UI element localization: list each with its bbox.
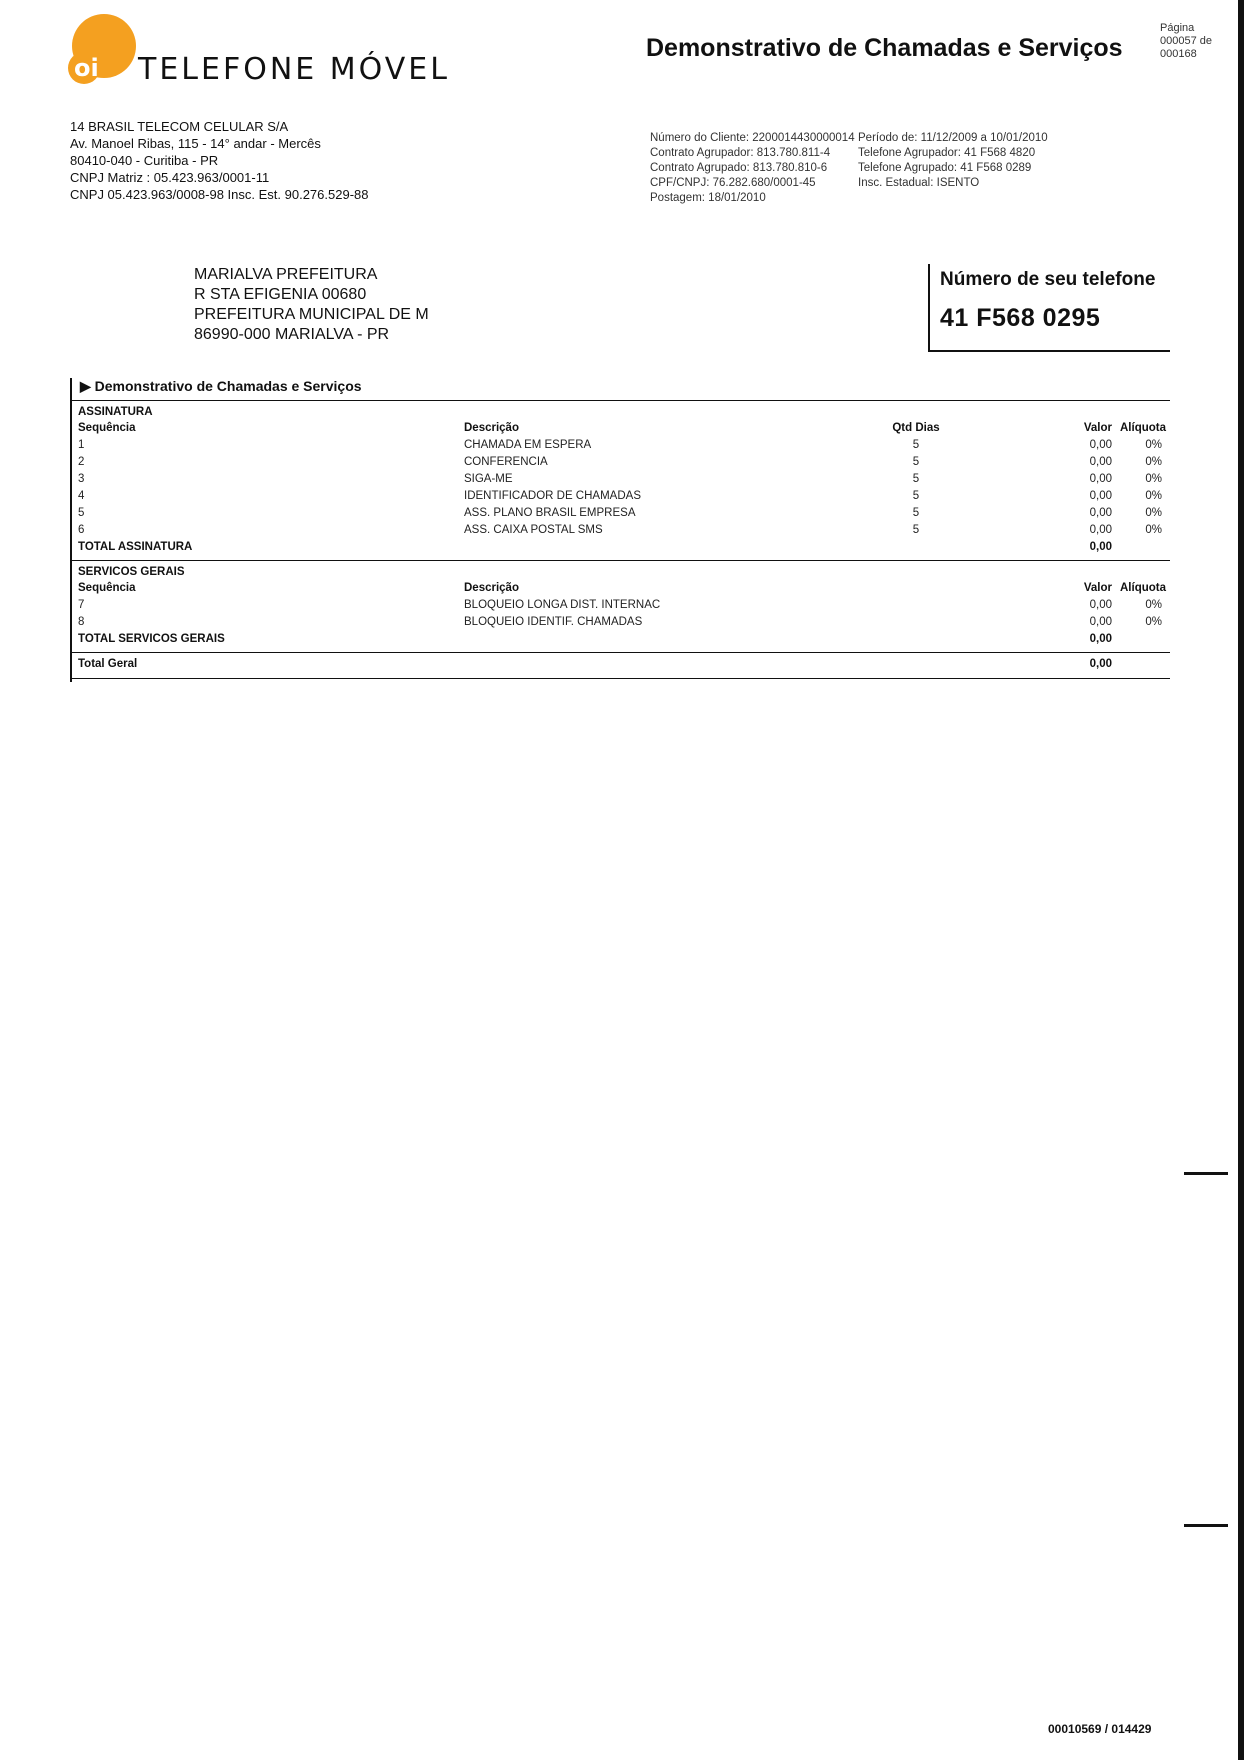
section-title-row	[78, 566, 1166, 582]
row-seq: 2	[78, 456, 85, 468]
row-seq: 5	[78, 507, 85, 519]
page-info	[1160, 22, 1240, 61]
phone-number: 41 F568 0295	[940, 304, 1101, 332]
table-row	[78, 439, 1166, 455]
row-desc: CONFERENCIA	[464, 456, 548, 468]
company-line: CNPJ 05.423.963/0008-98 Insc. Est. 90.276.529-88	[70, 187, 369, 202]
oi-logo	[60, 10, 140, 90]
row-aliquota: 0%	[1145, 507, 1162, 519]
recipient-line: PREFEITURA MUNICIPAL DE M	[194, 306, 429, 323]
row-desc: BLOQUEIO LONGA DIST. INTERNAC	[464, 599, 661, 611]
page-number: 000057 de	[1160, 35, 1212, 47]
billing-period: Período de: 11/12/2009 a 10/01/2010	[858, 132, 1048, 144]
page-total: 000168	[1160, 48, 1197, 60]
total-servicos-label: TOTAL SERVICOS GERAIS	[78, 633, 225, 645]
print-mark	[1184, 1172, 1228, 1175]
col-descricao: Descrição	[464, 582, 519, 594]
phone-grouper: Telefone Agrupador: 41 F568 4820	[858, 147, 1036, 159]
client-number: Número do Cliente: 2200014430000014	[650, 132, 855, 144]
section-title-row	[78, 406, 1166, 422]
statement-section	[70, 378, 1170, 682]
table-row	[78, 599, 1166, 615]
page-label: Página	[1160, 22, 1195, 34]
row-valor: 0,00	[1089, 439, 1112, 451]
row-qtd: 5	[912, 456, 920, 468]
total-assinatura-value: 0,00	[1089, 541, 1112, 553]
contract-grouped: Contrato Agrupado: 813.780.810-6	[650, 162, 828, 174]
recipient-address	[194, 265, 429, 345]
row-seq: 1	[78, 439, 85, 451]
col-sequencia: Sequência	[78, 582, 136, 594]
footer-code: 00010569 / 014429	[1048, 1722, 1152, 1736]
col-valor: Valor	[1083, 422, 1112, 434]
divider	[72, 652, 1170, 653]
oi-logo-icon	[60, 10, 140, 90]
row-seq: 6	[78, 524, 85, 536]
row-valor: 0,00	[1089, 599, 1112, 611]
table-header-row	[78, 582, 1166, 598]
divider	[72, 400, 1170, 401]
row-valor: 0,00	[1089, 524, 1112, 536]
cpf-cnpj: CPF/CNPJ: 76.282.680/0001-45	[650, 177, 816, 189]
table-header-row	[78, 422, 1166, 438]
row-desc: BLOQUEIO IDENTIF. CHAMADAS	[464, 616, 643, 628]
row-qtd: 5	[912, 507, 920, 519]
total-assinatura-label: TOTAL ASSINATURA	[78, 541, 193, 553]
posting-date: Postagem: 18/01/2010	[650, 192, 766, 204]
row-qtd: 5	[912, 439, 920, 451]
row-aliquota: 0%	[1145, 599, 1162, 611]
company-address	[70, 118, 368, 203]
col-sequencia: Sequência	[78, 422, 136, 434]
row-aliquota: 0%	[1145, 473, 1162, 485]
row-desc: IDENTIFICADOR DE CHAMADAS	[464, 490, 641, 502]
recipient-line: R STA EFIGENIA 00680	[194, 286, 367, 303]
row-desc: ASS. CAIXA POSTAL SMS	[464, 524, 603, 536]
scan-edge	[1238, 0, 1244, 1760]
row-valor: 0,00	[1089, 490, 1112, 502]
divider	[72, 678, 1170, 679]
grand-total-value: 0,00	[1089, 658, 1112, 670]
table-row	[78, 490, 1166, 506]
row-seq: 4	[78, 490, 85, 502]
row-aliquota: 0%	[1145, 456, 1162, 468]
row-qtd: 5	[912, 524, 920, 536]
row-aliquota: 0%	[1145, 616, 1162, 628]
client-info-left	[650, 131, 855, 206]
row-qtd: 5	[912, 490, 920, 502]
row-valor: 0,00	[1089, 616, 1112, 628]
company-line: Av. Manoel Ribas, 115 - 14° andar - Mercês	[70, 136, 321, 151]
contract-grouper: Contrato Agrupador: 813.780.811-4	[650, 147, 831, 159]
row-seq: 7	[78, 599, 85, 611]
table-row	[78, 456, 1166, 472]
servicos-title: SERVICOS GERAIS	[78, 566, 185, 578]
phone-number-box	[928, 264, 1170, 352]
assinatura-title: ASSINATURA	[78, 406, 153, 418]
row-desc: SIGA-ME	[464, 473, 513, 485]
col-aliquota: Alíquota	[1120, 422, 1166, 434]
recipient-line: 86990-000 MARIALVA - PR	[194, 326, 390, 343]
grand-total-label: Total Geral	[78, 658, 138, 670]
company-line: CNPJ Matriz : 05.423.963/0001-11	[70, 170, 270, 185]
divider	[72, 560, 1170, 561]
col-descricao: Descrição	[464, 422, 519, 434]
company-line: 14 BRASIL TELECOM CELULAR S/A	[70, 119, 289, 134]
row-aliquota: 0%	[1145, 490, 1162, 502]
statement-heading: ▶ Demonstrativo de Chamadas e Serviços	[80, 378, 362, 394]
company-line: 80410-040 - Curitiba - PR	[70, 153, 219, 168]
table-row	[78, 616, 1166, 632]
row-seq: 3	[78, 473, 85, 485]
row-qtd: 5	[912, 473, 920, 485]
row-aliquota: 0%	[1145, 524, 1162, 536]
total-servicos-value: 0,00	[1089, 633, 1112, 645]
table-row	[78, 473, 1166, 489]
table-row	[78, 507, 1166, 523]
total-row	[78, 633, 1166, 649]
state-registration: Insc. Estadual: ISENTO	[858, 177, 980, 189]
table-row	[78, 524, 1166, 540]
row-aliquota: 0%	[1145, 439, 1162, 451]
phone-label: Número de seu telefone	[940, 269, 1156, 290]
row-valor: 0,00	[1089, 507, 1112, 519]
document-title: Demonstrativo de Chamadas e Serviços	[646, 34, 1123, 62]
row-desc: ASS. PLANO BRASIL EMPRESA	[464, 507, 636, 519]
col-aliquota: Alíquota	[1120, 582, 1166, 594]
total-row	[78, 541, 1166, 557]
row-valor: 0,00	[1089, 473, 1112, 485]
phone-grouped: Telefone Agrupado: 41 F568 0289	[858, 162, 1032, 174]
client-info-right	[858, 131, 1048, 191]
row-valor: 0,00	[1089, 456, 1112, 468]
row-desc: CHAMADA EM ESPERA	[464, 439, 592, 451]
recipient-line: MARIALVA PREFEITURA	[194, 266, 378, 283]
brand-name: TELEFONE MÓVEL	[138, 52, 450, 87]
logo-text: oi	[74, 54, 99, 82]
print-mark	[1184, 1524, 1228, 1527]
grand-total-row	[78, 658, 1166, 674]
col-qtd-dias: Qtd Dias	[892, 422, 940, 434]
col-valor: Valor	[1083, 582, 1112, 594]
row-seq: 8	[78, 616, 85, 628]
